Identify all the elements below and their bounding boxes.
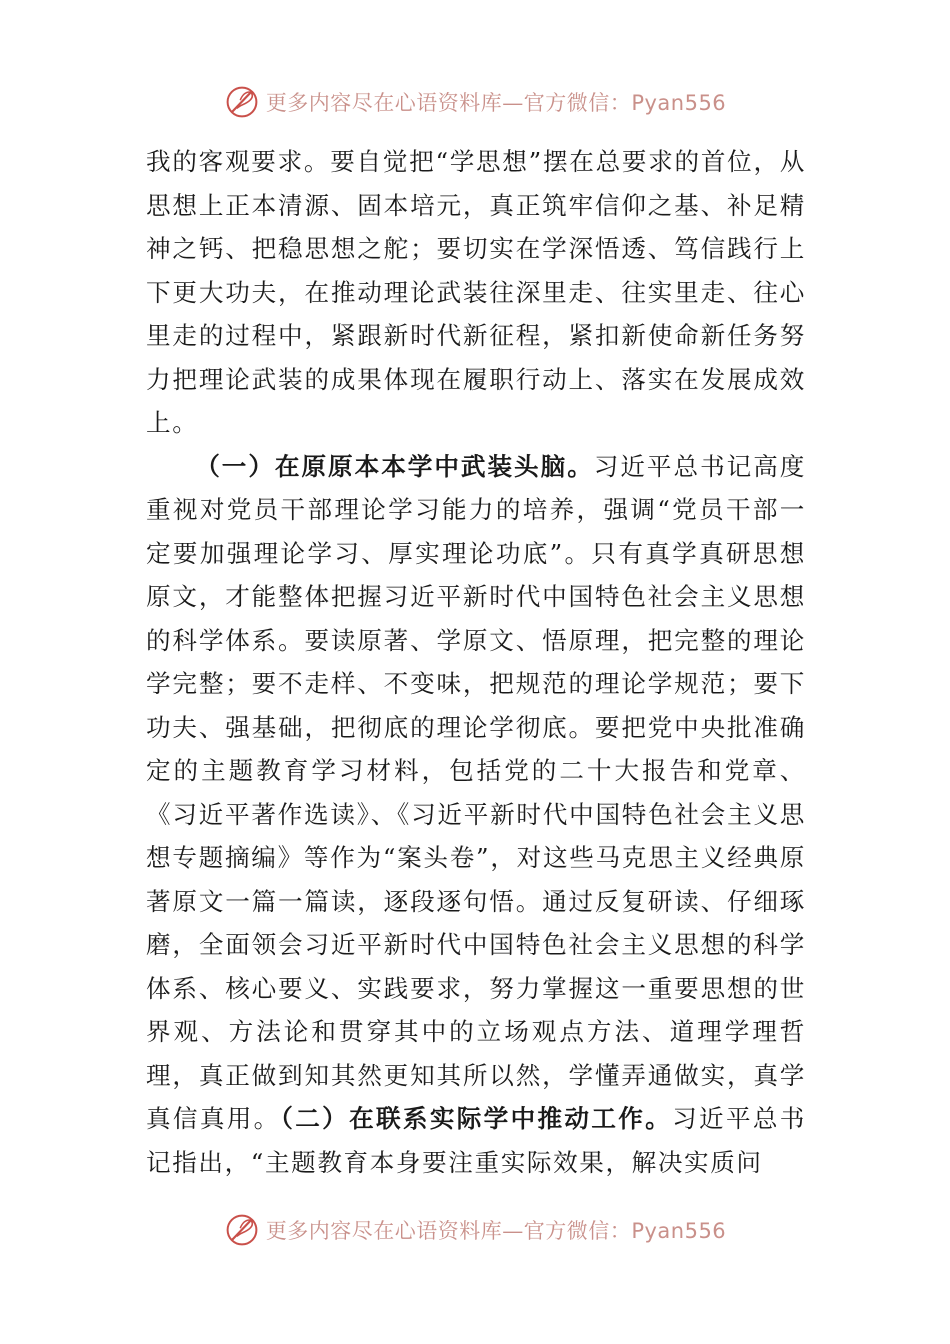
- footer-banner: [0, 1210, 950, 1250]
- section-heading-1: （一）在原原本本学中武装头脑。: [195, 451, 594, 481]
- banner-label: 更多内容尽在心语资料库—官方微信：: [265, 1219, 632, 1243]
- quill-logo-icon: [224, 84, 260, 120]
- paragraph-3-text: 习近平总书记指出，“主题教育本身要注重实际效果，解决实质问: [146, 1104, 806, 1177]
- banner-wechat-handle: Pyan556: [631, 1219, 727, 1243]
- banner-label: 更多内容尽在心语资料库—官方微信：: [265, 91, 632, 115]
- paragraph-1: 我的客观要求。要自觉把“学思想”摆在总要求的首位，从思想上正本清源、固本培元，真正筑牢信仰之基、补足精神之钙、把稳思想之舵；要切实在学深悟透、笃信践行上下更大功夫，在推动理论武装往深里走、往实里走、往心里走的过程中，紧跟新时代新征程，紧扣新使命新任务努力把理论武装的成果体现在履职行动上、落实在发展成效上。: [146, 147, 806, 437]
- banner-text: [266, 1215, 726, 1245]
- paragraph-2: [146, 445, 806, 1185]
- paragraph-2-text: 习近平总书记高度重视对党员干部理论学习能力的培养，强调“党员干部一定要加强理论学习、厚实理论功底”。只有真学真研思想原文，才能整体把握习近平新时代中国特色社会主义思想的科学体系。要读原著、学原文、悟原理，把完整的理论学完整；要不走样、不变味，把规范的理论学规范；要下功夫、强基础，把彻底的理论学彻底。要把党中央批准确定的主题教育学习材料，包括党的二十大报告和党章、《习近平著作选读》、《习近平新时代中国特色社会主义思想专题摘编》等作为“案头卷”，对这些马克思主义经典原著原文一篇一篇读，逐段逐句悟。通过反复研读、仔细琢磨，全面领会习近平新时代中国特色社会主义思想的科学体系、核心要义、实践要求，努力掌握这一重要思想的世界观、方法论和贯穿其中的立场观点方法、道理学理哲理，真正做到知其然更知其所以然，学懂弄通做实，真学真信真用。: [146, 451, 806, 1133]
- banner-text: [266, 87, 726, 117]
- banner-wechat-handle: Pyan556: [631, 91, 727, 115]
- section-heading-2: （二）在联系实际学中推动工作。: [280, 1104, 673, 1133]
- header-banner: [0, 82, 950, 122]
- document-body: [146, 140, 806, 1184]
- quill-logo-icon: [224, 1212, 260, 1248]
